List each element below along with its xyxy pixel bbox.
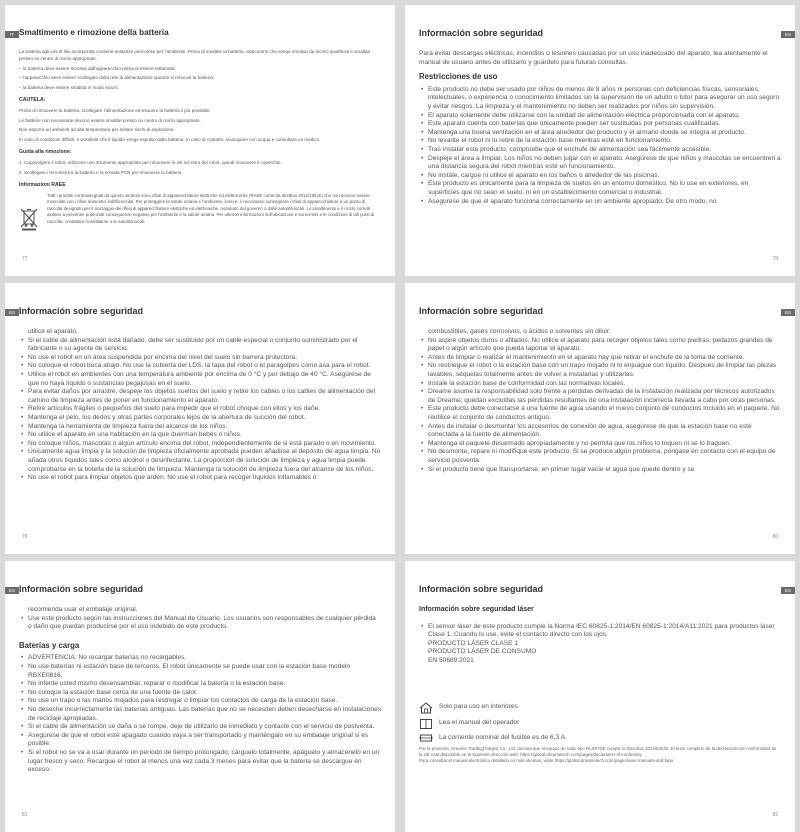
list-item: • Únicamente agua limpia y la solución de limpieza oficialmente aprobada pueden añadirse al depósito de agua limpia. No añada otros líquidos tales como alcohol o desinfectante. La proporción de solución de limpieza y agua limpia puede comprobarse en la botella de la solución de limpieza. Mantenga la solución de limpieza fuera del alcance de los niños. — [19, 448, 381, 474]
list-item: • Antes de instalar o desmontar los accesorios de conexión de agua, asegúrese de que la estación base no esté conectada a la fuente de alimentación. — [419, 423, 781, 440]
list-item: • No coloque la estación base cerca de una fuente de calor. — [19, 689, 381, 698]
raee-block — [19, 193, 381, 231]
page-number: 82 — [772, 812, 778, 818]
page-content — [19, 583, 381, 812]
svg-text:i: i — [425, 722, 427, 729]
language-tab: ES — [781, 309, 795, 316]
safety-list — [19, 615, 381, 632]
list-item: • Despeje el área a limpiar. Los niños no deben jugar con el aparato. Asegúrese de que niños y mascotas se encuentren a una distancia segura del robot mientras esté en funcionamiento. — [419, 155, 781, 172]
page-title: Smaltimento e rimozione della batteria — [19, 28, 169, 37]
list-item: • No use un trapo o las manos mojados para restregar o limpiar los contactos de carga de la estación base. — [19, 697, 381, 706]
intro-text: La batteria agli ioni di litio incorporata contiene sostanze pericolose per l'ambiente. Prima di smaltire la batteria, assicurarsi che venga rimossa da tecnici qualificati e smaltita presso un centro di riciclo appropriato. — [19, 49, 370, 62]
list-item: • No restriegue el robot o la estación base con un trapo mojado ni lo enjuague con líquido. Después de limpiar las piezas lavables, séquelas totalmente antes de volver a instalarlas y utilizarlas. — [419, 362, 781, 379]
page-title: Información sobre seguridad — [19, 306, 144, 316]
battery-list — [19, 654, 381, 774]
list-item: • Dreame asume la responsabilidad solo frente a pérdidas derivadas de la instalación realizada por técnicos autorizados de Dreame; quedan excluidas las pérdidas resultantes de una instalación incorrecta llevada a cabo por otras personas. — [419, 388, 781, 405]
list-item: • No desmonte, repare ni modifique este producto. Si se produce algún problema, póngase en contacto con el equipo de servicio posventa. — [419, 448, 781, 465]
list-item: • Mantenga el paquete desarmado apropiadamente y no permita que los niños lo toquen ni se lo traguen. — [419, 440, 781, 449]
list-item: • Mantenga una buena ventilación en el área alrededor del producto y el armario donde se integra el producto. — [419, 129, 781, 138]
laser-line: EN 50689:2021 — [428, 656, 474, 664]
page-title: Información sobre seguridad — [419, 306, 544, 316]
list-item: • Si el producto tiene que transportarse, en primer lugar vacíe el agua que quede dentro y se — [419, 466, 781, 475]
language-tab: IT — [5, 31, 19, 38]
condition-item: – la batteria deve essere rimossa dall'apparecchio prima di essere rottamata; — [19, 65, 176, 71]
safety-list — [419, 86, 781, 206]
page-number: 77 — [22, 256, 28, 262]
raee-heading: Informazioni RAEE — [19, 182, 66, 189]
list-item: • Asegúrese de que el aparato funciona correctamente en un ambiente apropiado. De otro modo, no — [419, 198, 781, 207]
page-content — [419, 583, 781, 812]
condition-item: – la batteria deve essere smaltita in modo sicuro. — [19, 84, 119, 90]
section-heading: Restricciones de uso — [419, 72, 498, 82]
list-item: • Este producto no debe ser usado por niños de menos de 8 años ni personas con deficiencias físicas, sensoriales, intelectuales, o experiencia o conocimiento limitados sin la supervisión de un adulto o tutor para asegurar un uso seguro y evitar riesgos. La limpieza y el mantenimiento no deben ser realizados por niños sin supervisión. — [419, 86, 781, 112]
list-item: • El aparato solamente debe utilizarse con la unidad de alimentación eléctrica proporcionada con el aparato. — [419, 112, 781, 121]
language-tab: ES — [781, 587, 795, 594]
list-item: • No coloque el robot boca abajo. No use la cubierta del LDS, la tapa del robot o el paragolpes como asa para el robot. — [19, 362, 381, 371]
indoor-house-icon — [419, 702, 433, 714]
list-item: • ADVERTENCIA: No recargar baterías no recargables. — [19, 654, 381, 663]
continued-text: combustibles, gases corrosivos, o ácidos o solventes sin diluir. — [428, 328, 611, 335]
list-item: • Este producto es únicamente para la limpieza de suelos en un entorno doméstico. No lo use en exteriores, en superficies que no sean el suelo, ni en un establecimiento comercial o industrial. — [419, 180, 781, 197]
condition-item: – l'apparecchio deve essere scollegato dalla rete di alimentazione quando si rimuove la batteria; — [19, 75, 215, 81]
laser-line: PRODUCTO LÁSER CLASE 1 — [428, 639, 519, 647]
list-item: • No deseche incorrectamente las baterías antiguas. Las baterías que no se necesiten deben desecharse en instalaciones de reciclaje apropiadas. — [19, 706, 381, 723]
list-item: • No coloque niños, mascotas o algún artículo encima del robot, independientemente de si está parado o en movimiento. — [19, 440, 381, 449]
page-title: Información sobre seguridad — [419, 28, 544, 38]
caution-heading: CAUTELA: — [19, 97, 46, 104]
page-title: Información sobre seguridad — [419, 584, 544, 594]
list-item: • El sensor láser de este producto cumple la Norma IEC 60825-1:2014/EN 60825-1:2014/A11:2021 para productos láser Clase 1. Cuando lo use, evite el contacto directo con los ojos. — [419, 623, 781, 640]
crossed-bin-icon — [19, 207, 39, 231]
section-heading: Información sobre seguridad láser — [419, 606, 534, 613]
manual-link-text: Para consultar el manual electrónico detallado en más idiomas, visite https://global.dreametech.com/pages/user-manuals-and-faqs — [419, 758, 674, 764]
list-item: • Asegúrese de que el robot esté apagado cuando vaya a ser transportado y manténgalo en su embalaje original si es posible. — [19, 732, 381, 749]
caution-item: Prima di rimuovere la batteria, scollegare l'alimentazione ed esaurire la batteria il più possibile. — [19, 108, 211, 114]
list-item: • No intente usted mismo desensamblar, reparar o modificar la batería o la estación base. — [19, 680, 381, 689]
caution-item: In caso di condizioni difficili, è possibile che il liquido venga espulso dalla batteria. In caso di contatto, sciacquare con acqua e consultare un medico. — [19, 136, 321, 142]
list-item: • Si el robot no se va a usar durante un período de tiempo prolongado, cárguelo totalmente, apáguelo y almacénelo en un lugar fresco y seco. Recargue el robot al menos una vez cada 3 meses para evitar que la batería se descargue en exceso. — [19, 749, 381, 775]
list-item: • Utilice el robot en ambientes con una temperatura ambiente por encima de 0 °C y por debajo de 40 °C. Asegúrese de que no haya líquido o sustancias pegajosas en el suelo. — [19, 371, 381, 388]
icon-caption: La corriente nominal del fusible es de 6,3 A. — [439, 733, 567, 741]
safety-list — [419, 337, 781, 475]
page-content — [19, 305, 381, 534]
list-item: • Antes de limpiar o realizar el mantenimiento en el aparato hay que retirar el enchufe de la toma de corriente. — [419, 354, 781, 363]
page-number: 79 — [22, 534, 28, 540]
page-78 — [405, 5, 795, 276]
language-tab: ES — [5, 587, 19, 594]
page-77 — [5, 5, 395, 276]
list-item: • Use este producto según las instrucciones del Manual de Usuario. Los usuarios son responsables de cualquier pérdida o daño que puedan producirse por el uso indebido de este producto. — [19, 615, 381, 632]
continued-text: utilice el aparato. — [28, 328, 78, 335]
list-item: • Para evitar daños por arrastre, despeje los objetos sueltos del suelo y retire los cables o los cables de alimentación del camino de limpieza antes de poner en funcionamiento el aparato. — [19, 388, 381, 405]
page-81 — [5, 561, 395, 832]
caution-item: Le batterie non necessarie devono essere smaltite presso un centro di riciclo appropriato. — [19, 117, 201, 123]
page-number: 80 — [772, 534, 778, 540]
list-item: • Instale la estación base de conformidad con las normativas locales. — [419, 380, 781, 389]
icon-row — [419, 718, 781, 730]
read-manual-icon — [419, 718, 433, 730]
icon-caption: Solo para uso en interiores — [439, 703, 518, 711]
list-item: • No aspire objetos duros o afilados. No utilice el aparato para recoger objetos tales como piedras, pedazos grandes de papel o algún artículo que pueda taponar el aparato. — [419, 337, 781, 354]
intro-text: Para evitar descargas eléctricas, incendios o lesiones causadas por un uso inadecuado del aparato, lea atentamente el manual de usuario antes de utilizarlo y guárdelo para futuras consultas. — [419, 50, 768, 66]
page-82 — [405, 561, 795, 832]
declaration-text: Por la presente, Dreame Trading(Tianjin) Co., Ltd. declara que el equipo de radio tipo RLX97DE cumple la Directiva 2014/53/UE. El texto completo de la declaración de conformidad de la UE está disponible en la siguiente dirección web: https://global.dreametech.com/pages/declaration-of-conformity — [419, 746, 777, 758]
list-item: • No levante el robot ni lo retire de la estación base mientras esté en funcionamiento. — [419, 137, 781, 146]
list-item: • Este producto debe conectarse a una fuente de agua usando el nuevo conjunto de conductos incluido en el paquete. No reutilice el conjunto de conductos antiguo. — [419, 405, 781, 422]
list-item: • Si el cable de alimentación se daña o se rompe, deje de utilizarlo de inmediato y contacte con el servicio de postventa. — [19, 723, 381, 732]
list-item: • Mantenga el pelo, los dedos y otras partes corporales lejos de la abertura de succión del robot. — [19, 414, 381, 423]
list-item: • Tras instalar este producto, compruebe que el enchufe de alimentación sea fácilmente accesible. — [419, 146, 781, 155]
list-item: • No utilice el aparato en una habitación en la que duerman bebés o niños. — [19, 431, 381, 440]
list-item: • No use el robot en un área suspendida por encima del nivel del suelo sin barrera protectora. — [19, 354, 381, 363]
list-item: • Mantenga la herramienta de limpieza fuera del alcance de los niños. — [19, 423, 381, 432]
page-number: 78 — [772, 256, 778, 262]
raee-text: Tutti i prodotti contrassegnati da questo simbolo sono rifiuti di apparecchiature elettriche ed elettroniche (RAEE come da direttiva 2012/19/UE) che non devono essere mescolati con i rifiuti domestici indifferenziati. Per proteggere la salute umana e l'ambiente, invece, è necessario consegnare i rifiuti di apparecchiature a un punto di raccolta designato per il riciclaggio dei rifiuti di apparecchiature elettriche ed elettroniche, nominato dal governo o dalle autorità locali. Lo smaltimento e il riciclo corretti aiutano a prevenire potenziali conseguenze negative per l'ambiente e la salute umana. Per ulteriori informazioni sull'ubicazione e sui termini e le condizioni di tali punti di raccolta, contattare l'installatore o le autorità locali. — [47, 192, 375, 225]
page-80 — [405, 283, 795, 554]
laser-line: PRODUCTO LÁSER DE CONSUMO — [428, 648, 537, 656]
list-item: • No use el robot para limpiar objetos que arden. No use el robot para recoger líquidos inflamables o — [19, 474, 381, 483]
icon-row — [419, 702, 781, 714]
list-item: • Retire artículos frágiles o pequeños del suelo para impedir que el robot choque con ellos y los dañe. — [19, 405, 381, 414]
list-item: • Este aparato cuenta con baterías que únicamente pueden ser sustituidas por personas cualificadas. — [419, 120, 781, 129]
page-number: 81 — [22, 812, 28, 818]
safety-list — [19, 337, 381, 483]
language-tab: ES — [781, 31, 795, 38]
list-item: • No instale, cargue ni utilice el aparato en los baños o alrededor de las piscinas. — [419, 172, 781, 181]
guide-step: 2. Scollegare i terminali tra la batteria e la scheda PCB per rimuovere la batteria. — [19, 169, 183, 175]
guide-heading: Guida alla rimozione: — [19, 149, 72, 156]
icon-row — [419, 734, 781, 743]
page-content — [19, 27, 381, 256]
guide-step: 1. Capovolgere il robot, utilizzare uno strumento appropriato per rimuovere le viti sul retro del robot, quindi rimuovere il coperchio. — [19, 160, 282, 166]
page-content — [419, 305, 781, 534]
page-title: Información sobre seguridad — [19, 584, 144, 594]
language-tab: ES — [5, 309, 19, 316]
caution-item: Non esporre ad ambienti ad alta temperatura per evitare rischi di esplosione. — [19, 127, 175, 133]
list-item: • Si el cable de alimentación está dañado, debe ser sustituido por un cable especial o conjunto suministrado por el fabricante o su agente de servicio. — [19, 337, 381, 354]
page-79 — [5, 283, 395, 554]
list-item: • No use baterías ni estación base de terceros. El robot únicamente se puede usar con la estación base modelo RBXE0816. — [19, 663, 381, 680]
fuse-icon — [419, 734, 433, 742]
laser-list — [419, 623, 781, 640]
page-content — [419, 27, 781, 256]
continued-text: recomienda usar el embalaje original. — [28, 606, 138, 613]
section-heading: Baterías y carga — [19, 640, 80, 650]
icon-caption: Lea el manual del operador — [439, 719, 520, 727]
